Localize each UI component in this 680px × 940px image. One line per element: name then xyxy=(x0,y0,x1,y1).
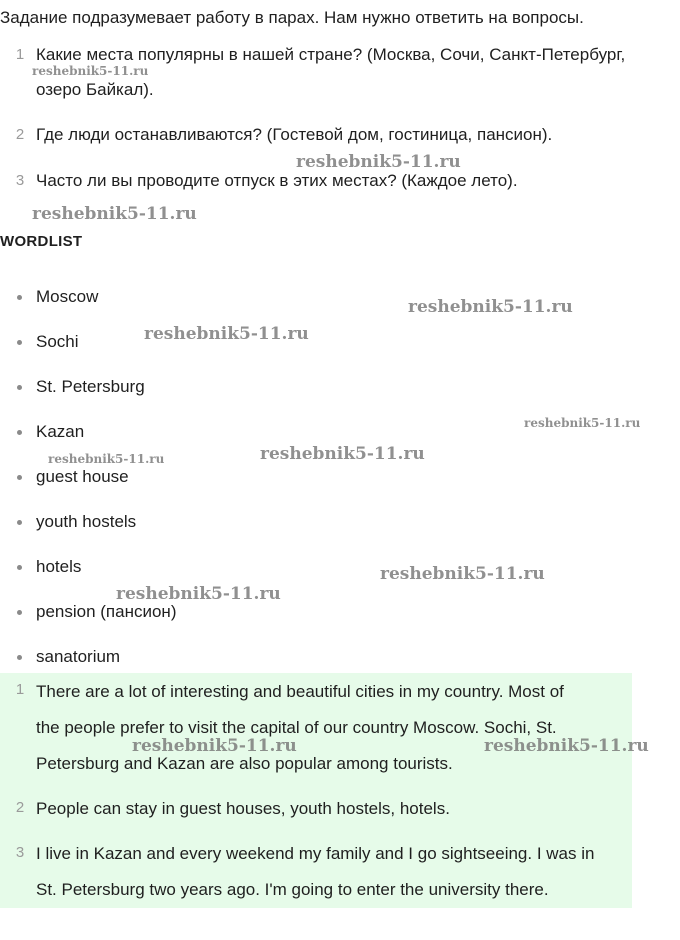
watermark: reshebnik5-11.ru xyxy=(144,324,309,344)
watermark: reshebnik5-11.ru xyxy=(380,564,545,584)
wordlist-item xyxy=(0,601,680,623)
wordlist-item-text: Moscow xyxy=(36,287,99,306)
answers-panel xyxy=(0,673,632,908)
question-number: 3 xyxy=(15,172,25,189)
answer-item xyxy=(0,673,632,781)
answer-item xyxy=(0,791,632,827)
question-item xyxy=(0,170,680,194)
bullet-icon xyxy=(17,385,22,390)
wordlist-heading: WORDLIST xyxy=(0,233,83,250)
answer-text-line: There are a lot of interesting and beautiful cities in my country. Most of xyxy=(36,682,564,701)
bullet-icon xyxy=(17,295,22,300)
watermark: reshebnik5-11.ru xyxy=(116,584,281,604)
answer-text-line: People can stay in guest houses, youth hostels, hotels. xyxy=(36,799,450,818)
watermark: reshebnik5-11.ru xyxy=(132,736,297,756)
watermark: reshebnik5-11.ru xyxy=(32,204,197,224)
bullet-icon xyxy=(17,340,22,345)
wordlist-item-text: pension (пансион) xyxy=(36,602,177,621)
bullet-icon xyxy=(17,520,22,525)
wordlist-item xyxy=(0,646,680,668)
wordlist-item xyxy=(0,421,680,443)
wordlist-item-text: guest house xyxy=(36,467,129,486)
answer-text-line: Petersburg and Kazan are also popular among tourists. xyxy=(36,754,453,773)
watermark: reshebnik5-11.ru xyxy=(260,444,425,464)
question-text: Часто ли вы проводите отпуск в этих местах? (Каждое лето). xyxy=(36,171,518,190)
question-number: 2 xyxy=(15,126,25,143)
bullet-icon xyxy=(17,475,22,480)
bullet-icon xyxy=(17,430,22,435)
question-text-continued: озеро Байкал). xyxy=(36,80,154,99)
answer-item xyxy=(0,836,632,908)
wordlist-item xyxy=(0,511,680,533)
answer-number: 2 xyxy=(15,799,25,816)
bullet-icon xyxy=(17,565,22,570)
wordlist-item xyxy=(0,331,680,353)
answer-text-line: I live in Kazan and every weekend my family and I go sightseeing. I was in xyxy=(36,844,595,863)
wordlist-item xyxy=(0,556,680,578)
bullet-icon xyxy=(17,655,22,660)
question-item xyxy=(0,44,680,104)
question-text: Какие места популярны в нашей стране? (Москва, Сочи, Санкт-Петербург, xyxy=(36,45,626,64)
wordlist-item-text: Sochi xyxy=(36,332,79,351)
question-text: Где люди останавливаются? (Гостевой дом, гостиница, пансион). xyxy=(36,125,553,144)
bullet-icon xyxy=(17,610,22,615)
answer-number: 3 xyxy=(15,844,25,861)
wordlist-item xyxy=(0,466,680,488)
watermark: reshebnik5-11.ru xyxy=(484,736,649,756)
wordlist-item-text: St. Petersburg xyxy=(36,377,145,396)
watermark: reshebnik5-11.ru xyxy=(524,416,641,430)
question-item xyxy=(0,124,680,148)
watermark: reshebnik5-11.ru xyxy=(296,152,461,172)
wordlist-item xyxy=(0,286,680,308)
wordlist-item-text: Kazan xyxy=(36,422,85,441)
watermark: reshebnik5-11.ru xyxy=(408,297,573,317)
watermark: reshebnik5-11.ru xyxy=(48,452,165,466)
answer-text-line: St. Petersburg two years ago. I'm going to enter the university there. xyxy=(36,880,549,899)
wordlist-item-text: youth hostels xyxy=(36,512,137,531)
task-intro: Задание подразумевает работу в парах. Нам нужно ответить на вопросы. xyxy=(0,8,584,27)
wordlist-item xyxy=(0,376,680,398)
answer-number: 1 xyxy=(15,681,25,698)
watermark: reshebnik5-11.ru xyxy=(32,64,149,78)
wordlist-item-text: sanatorium xyxy=(36,647,121,666)
wordlist-item-text: hotels xyxy=(36,557,82,576)
question-number: 1 xyxy=(15,46,25,63)
answer-text-line: the people prefer to visit the capital of our country Moscow. Sochi, St. xyxy=(36,718,557,737)
